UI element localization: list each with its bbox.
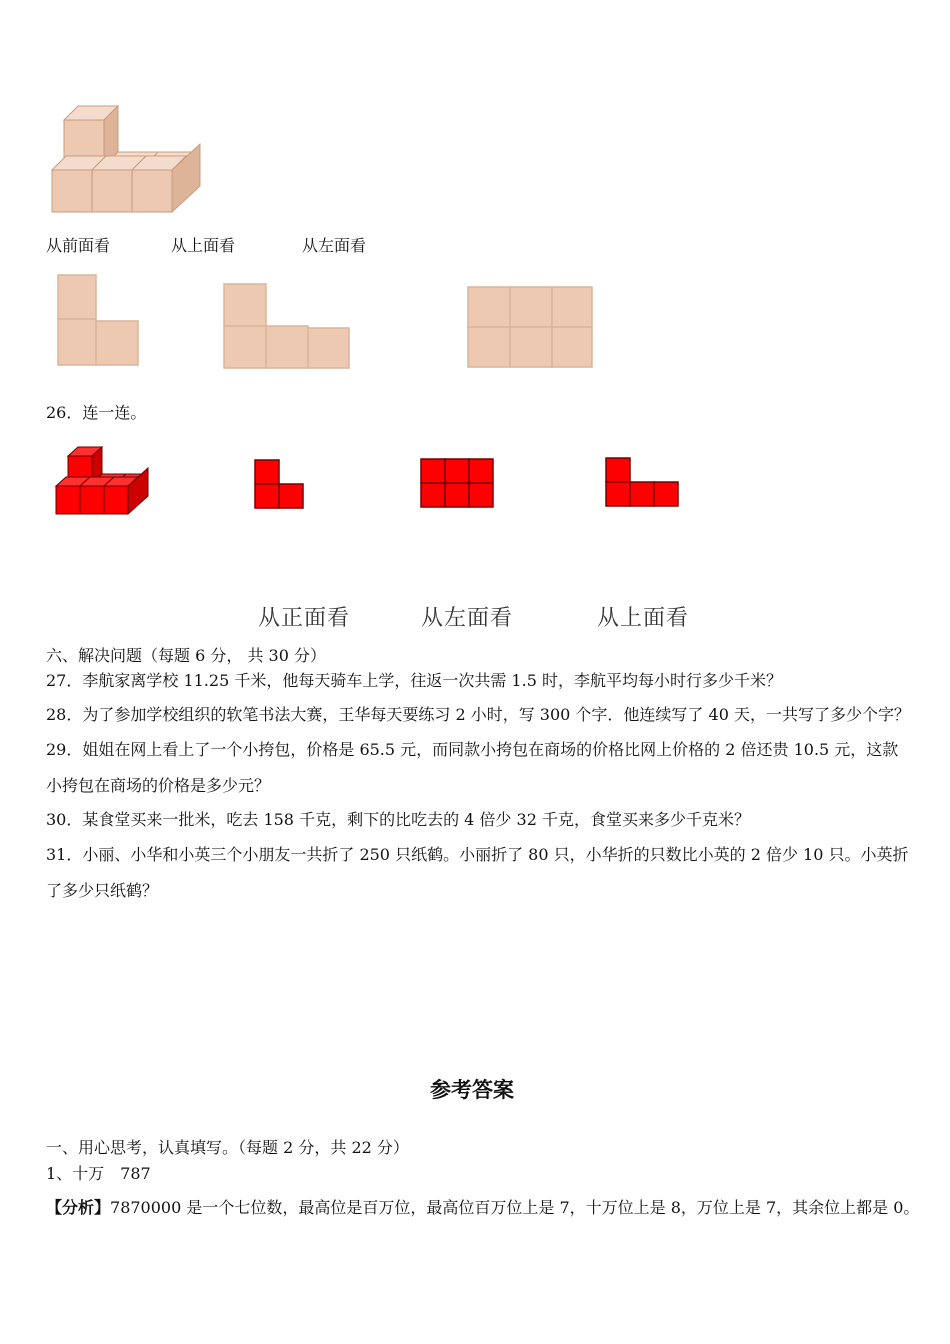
red-view-1: [254, 459, 306, 511]
problem-30: 30．某食堂买来一批米，吃去 158 千克，剩下的比吃去的 4 倍少 32 千克，食堂买来多少千克米？: [46, 810, 750, 829]
red-cube-figure: [52, 444, 152, 519]
red-view-2: [420, 458, 496, 510]
analysis-line: [46, 1198, 919, 1218]
view-label-left: 从左面看: [302, 236, 367, 255]
problem-29-cont: 小挎包在商场的价格是多少元？: [46, 776, 271, 795]
problem-31-cont: 了多少只纸鹤？: [46, 881, 159, 900]
view-label-top: 从上面看: [171, 236, 236, 255]
section6-heading: 六、解决问题（每题 6 分， 共 30 分）: [46, 646, 326, 665]
q26-title: 26．连一连。: [46, 403, 147, 422]
problem-31: 31．小丽、小华和小英三个小朋友一共折了 250 只纸鹤。小丽折了 80 只，小华折的只数比小英的 2 倍少 10 只。小英折: [46, 845, 909, 864]
beige-cube-figure: [48, 102, 208, 217]
answers-section1-heading: 一、用心思考，认真填写。（每题 2 分，共 22 分）: [46, 1138, 409, 1157]
caption-top-view: 从上面看: [597, 606, 690, 631]
problem-27: 27．李航家离学校 11.25 千米，他每天骑车上学，往返一次共需 1.5 时，李航平均每小时行多少千米？: [46, 671, 782, 690]
answer-1: 1、十万 787: [46, 1164, 151, 1183]
beige-view-top: [222, 282, 352, 370]
analysis-text: 7870000 是一个七位数，最高位是百万位，最高位百万位上是 7，十万位上是 8，万位上是 7，其余位上都是 0。: [110, 1198, 920, 1217]
caption-left-view: 从左面看: [421, 606, 514, 631]
red-view-3: [605, 457, 681, 509]
problem-29: 29．姐姐在网上看上了一个小挎包，价格是 65.5 元，而同款小挎包在商场的价格比网上价格的 2 倍还贵 10.5 元，这款: [46, 740, 899, 759]
analysis-tag: 【分析】: [46, 1198, 111, 1217]
view-label-front: 从前面看: [46, 236, 111, 255]
answers-title: 参考答案: [430, 1078, 514, 1102]
beige-view-front: [56, 273, 142, 367]
beige-view-left: [466, 285, 596, 369]
problem-28: 28．为了参加学校组织的软笔书法大赛，王华每天要练习 2 小时，写 300 个字．他连续写了 40 天，一共写了多少个字？: [46, 705, 910, 724]
caption-front-view: 从正面看: [258, 606, 351, 631]
